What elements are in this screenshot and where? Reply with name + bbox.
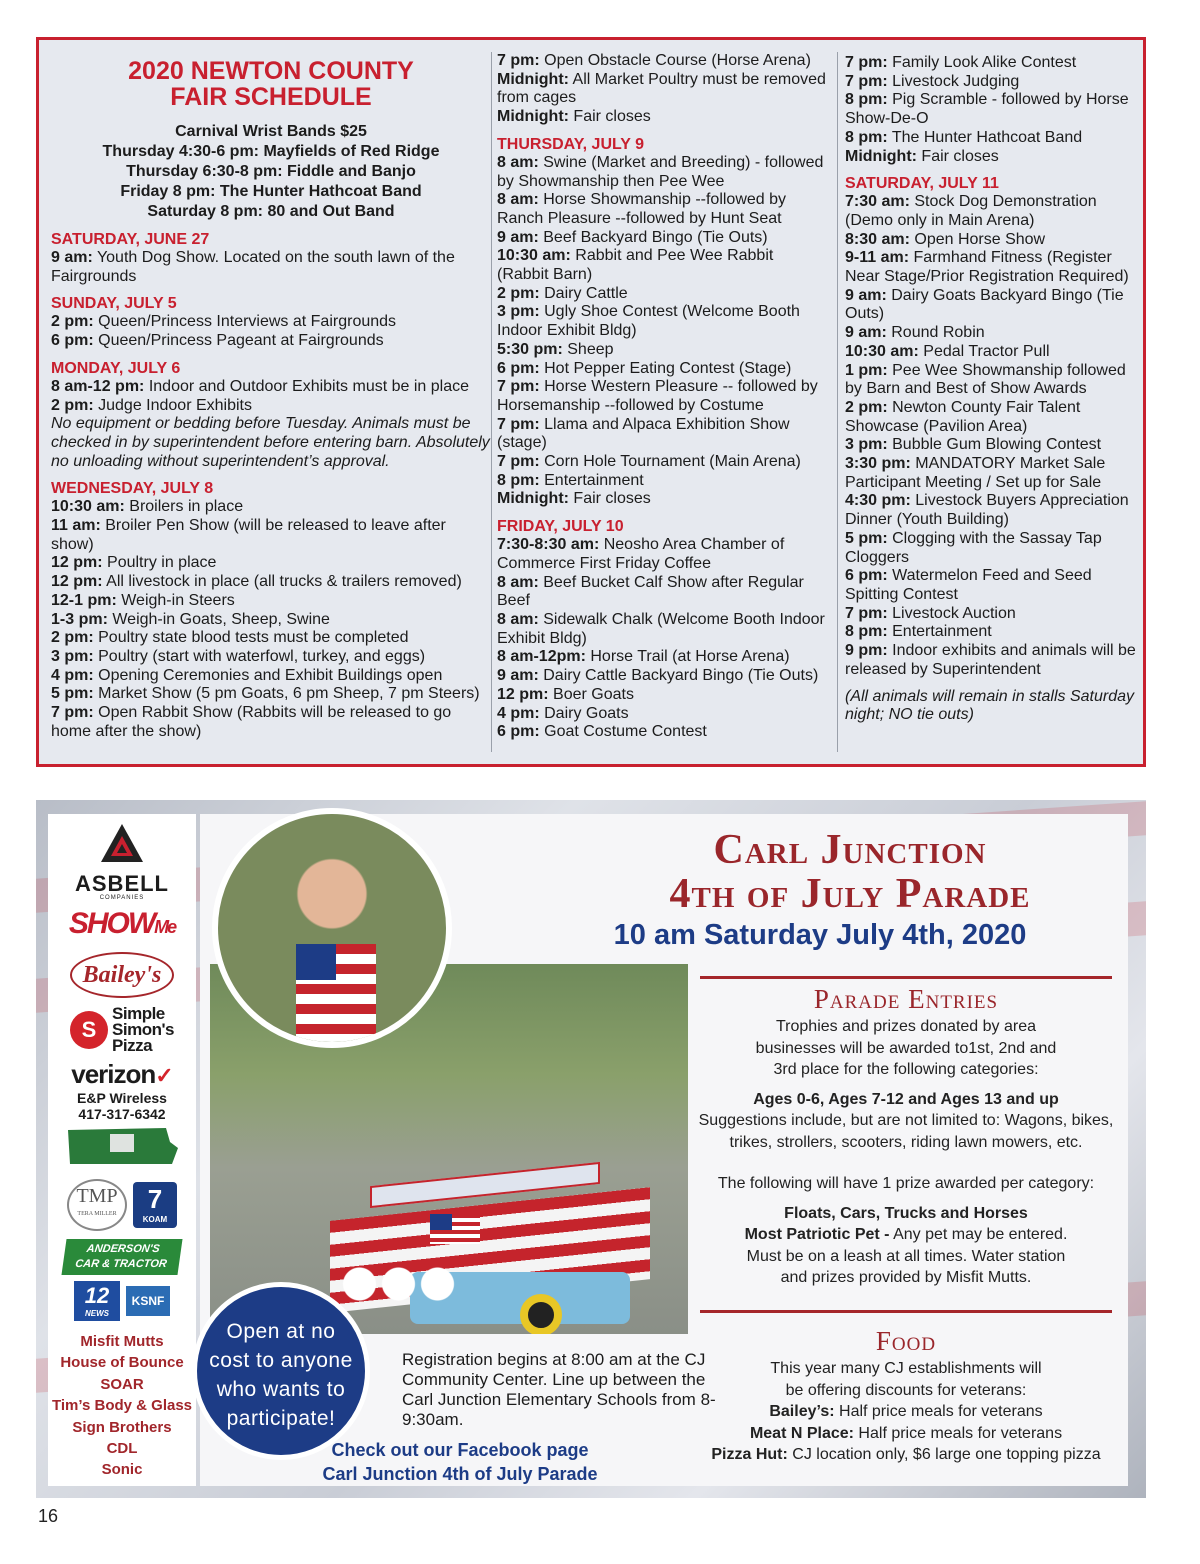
- andersons-logo-line: ANDERSON'S: [85, 1243, 161, 1255]
- entry-time: Midnight:: [497, 490, 569, 508]
- entry-text: Youth Dog Show. Located on the south lawn of the Fairgrounds: [51, 249, 455, 285]
- schedule-entry: [845, 343, 1145, 362]
- andersons-car-tractor-logo: [61, 1239, 182, 1275]
- entry-time: 1 pm:: [845, 361, 888, 379]
- entry-time: 8 pm:: [845, 623, 888, 641]
- entry-text: Watermelon Feed and Seed Spitting Contest: [845, 567, 1092, 603]
- entry-time: 3:30 pm:: [845, 455, 911, 473]
- entry-text: Livestock Judging: [887, 72, 1020, 90]
- ep-wireless-phone: 417-317-6342: [78, 1106, 166, 1122]
- schedule-entry: [845, 436, 1145, 455]
- parade-entries-title: Parade Entries: [813, 984, 999, 1014]
- entry-time: 9 am:: [51, 249, 93, 266]
- entry-text: Horse Western Pleasure -- followed by Horsemanship --followed by Costume: [497, 378, 818, 414]
- pet-text: Any pet may be entered. Must be on a leash at all times. Water station and prizes provided by Misfit Mutts.: [746, 1226, 1068, 1286]
- entry-text: Weigh-in Steers: [116, 591, 235, 609]
- day-heading: WEDNESDAY, JULY 8: [51, 480, 214, 498]
- sponsor-name: SOAR: [100, 1375, 144, 1393]
- entry-text: Open Obstacle Course (Horse Arena): [539, 52, 811, 69]
- entry-time: 4 pm:: [51, 666, 94, 684]
- entry-time: Midnight:: [497, 70, 569, 88]
- entry-time: 5:30 pm:: [497, 340, 563, 358]
- schedule-entry: [845, 249, 1145, 286]
- verizon-logo: [48, 1060, 196, 1090]
- page-number: 16: [38, 1506, 59, 1526]
- schedule-note: No equipment or bedding before Tuesday. Animals must be checked in by superintendent before entering barn. Absolutely no unloading without superintendent’s approval.: [51, 415, 490, 470]
- baileys-logo: Bailey's: [70, 952, 174, 998]
- schedule-entry: [51, 573, 491, 592]
- entry-time: 8 am:: [497, 153, 539, 171]
- entry-text: Hot Pepper Eating Contest (Stage): [539, 359, 792, 377]
- parade-title-line: Carl Junction: [713, 827, 987, 873]
- schedule-entry: [845, 231, 1145, 250]
- wheel-shape: [520, 1294, 562, 1334]
- final-note: (All animals will remain in stalls Saturday night; NO tie outs): [845, 687, 1134, 724]
- single-prize-note: The following will have 1 prize awarded per category:: [717, 1175, 1095, 1192]
- simple-simons-badge-icon: S: [70, 1011, 108, 1049]
- parade-entries-text: [696, 1016, 1116, 1289]
- fair-schedule-box: [36, 37, 1146, 767]
- entry-text: Ugly Shoe Contest (Welcome Booth Indoor Exhibit Bldg): [497, 303, 800, 340]
- entry-text: Pig Scramble - followed by Horse Show-De-O: [845, 91, 1129, 128]
- day-heading: SUNDAY, JULY 5: [51, 295, 177, 313]
- entry-time: 6 pm:: [51, 332, 94, 350]
- food-title: Food: [875, 1326, 937, 1356]
- entry-text: Corn Hole Tournament (Main Arena): [539, 453, 801, 471]
- tmp-logo-subtext: TERA MILLER: [77, 1211, 117, 1217]
- entry-text: Poultry in place: [102, 554, 217, 572]
- tmp-logo-text: TMP: [76, 1185, 118, 1207]
- entry-time: Midnight:: [497, 108, 569, 126]
- day-heading: SATURDAY, JULY 11: [845, 175, 999, 193]
- schedule-entry: [845, 91, 1145, 128]
- entry-text: Sheep: [562, 340, 614, 358]
- news-logo-text: NEWS: [85, 1309, 109, 1318]
- schedule-column-1: [51, 58, 491, 741]
- entry-time: 8 pm:: [845, 128, 888, 146]
- entry-text: The Hunter Hathcoat Band: [887, 128, 1083, 146]
- entry-text: Entertainment: [887, 623, 992, 641]
- entry-time: 8 am:: [497, 191, 539, 209]
- entry-text: Open Rabbit Show (Rabbits will be released to go home after the show): [51, 704, 452, 740]
- schedule-entry: [845, 492, 1145, 529]
- schedule-entry: [51, 667, 491, 686]
- entry-time: 7 pm:: [497, 378, 540, 396]
- entry-time: 9 am:: [845, 324, 887, 342]
- schedule-entry: [497, 667, 829, 686]
- schedule-entry: [845, 605, 1145, 624]
- show-me-logo-suffix: Me: [154, 917, 176, 937]
- schedule-entry: [845, 324, 1145, 343]
- open-badge-line: participate!: [226, 1407, 336, 1430]
- schedule-entry: [497, 453, 829, 472]
- open-badge-line: cost to anyone: [209, 1349, 353, 1372]
- food-text: [696, 1358, 1116, 1466]
- section-rule: [700, 1310, 1112, 1313]
- flag-shirt-shape: [296, 944, 376, 1048]
- asbell-logo-text: ASBELL: [75, 871, 169, 896]
- simple-simons-logo-text: [112, 1006, 174, 1054]
- entry-time: 2 pm:: [51, 629, 94, 647]
- koam-logo-number: 7: [147, 1184, 163, 1214]
- koam-logo-text: KOAM: [142, 1215, 168, 1224]
- entry-time: 9-11 am:: [845, 249, 910, 267]
- schedule-entry: [845, 530, 1145, 567]
- entry-text: Rabbit and Pee Wee Rabbit (Rabbit Barn): [497, 247, 774, 284]
- food-offer: Half price meals for veterans: [853, 1424, 1063, 1442]
- schedule-entry: [497, 490, 829, 509]
- schedule-entry: [845, 567, 1145, 604]
- simon-text-line: Simple: [112, 1004, 165, 1023]
- entry-time: 1-3 pm:: [51, 610, 108, 628]
- entry-time: 9 am:: [845, 286, 887, 304]
- facebook-page-link[interactable]: [310, 1438, 610, 1486]
- schedule-entry: [51, 397, 491, 416]
- schedule-entry: [497, 108, 829, 127]
- show-me-logo: [48, 907, 196, 944]
- entries-intro: Trophies and prizes donated by area businesses will be awarded to1st, 2nd and 3rd place for the following categories:: [755, 1018, 1057, 1078]
- food-place: Pizza Hut:: [711, 1446, 788, 1463]
- sponsor-logo-row: [48, 1179, 196, 1231]
- schedule-entry: [845, 54, 1145, 73]
- entry-text: Pee Wee Showmanship followed by Barn and Best of Show Awards: [845, 361, 1126, 398]
- entry-time: 9 pm:: [845, 642, 888, 660]
- entry-time: 10:30 am:: [845, 342, 919, 360]
- schedule-entry: [845, 73, 1145, 92]
- entry-text: Broilers in place: [124, 498, 244, 516]
- parade-title: [580, 828, 1120, 916]
- entry-time: 8:30 am:: [845, 230, 910, 248]
- food-discount-item: [696, 1444, 1116, 1466]
- entry-text: Queen/Princess Pageant at Fairgrounds: [93, 332, 384, 350]
- schedule-title: [51, 58, 491, 110]
- schedule-entry: [497, 416, 829, 453]
- schedule-highlights: [51, 122, 491, 222]
- parade-date: 10 am Saturday July 4th, 2020: [613, 919, 1027, 951]
- schedule-entry: [845, 287, 1145, 324]
- entry-time: 8 pm:: [497, 471, 540, 489]
- entry-text: Fair closes: [568, 108, 651, 126]
- schedule-entry: [497, 360, 829, 379]
- entry-time: 6 pm:: [845, 567, 888, 585]
- asbell-logo-icon: [99, 822, 145, 868]
- koam-logo: [133, 1182, 177, 1228]
- food-offer: Half price meals for veterans: [834, 1403, 1043, 1420]
- schedule-entry: [497, 247, 829, 284]
- entry-time: 4:30 pm:: [845, 492, 911, 510]
- asbell-logo-subtext: COMPANIES: [99, 895, 145, 901]
- schedule-entry: [497, 303, 829, 340]
- schedule-entry: [51, 592, 491, 611]
- entry-text: Newton County Fair Talent Showcase (Pavilion Area): [845, 398, 1081, 435]
- entry-time: 2 pm:: [497, 284, 540, 302]
- entry-text: Family Look Alike Contest: [887, 54, 1077, 71]
- sponsor-name: Misfit Mutts: [80, 1333, 164, 1350]
- entry-text: Horse Showmanship --followed by Ranch Pleasure --followed by Hunt Seat: [497, 191, 787, 227]
- entry-text: Dairy Cattle: [539, 284, 628, 302]
- schedule-entry: [51, 611, 491, 630]
- food-intro: This year many CJ establishments will be offering discounts for veterans:: [770, 1360, 1042, 1399]
- schedule-entry: [51, 704, 491, 741]
- entry-time: 7 pm:: [497, 52, 540, 69]
- floats-category: Floats, Cars, Trucks and Horses: [784, 1204, 1028, 1222]
- day-heading: FRIDAY, JULY 10: [497, 518, 624, 536]
- schedule-entry: [497, 191, 829, 228]
- entry-time: 5 pm:: [51, 685, 94, 703]
- schedule-entry: [497, 574, 829, 611]
- food-discount-item: [696, 1401, 1116, 1423]
- schedule-entry: [497, 686, 829, 705]
- entry-text: Queen/Princess Interviews at Fairgrounds: [93, 313, 397, 331]
- simon-text-line: Pizza: [112, 1036, 153, 1055]
- ep-wireless-name: E&P Wireless: [77, 1090, 167, 1106]
- entry-text: Farmhand Fitness (Register Near Stage/Prior Registration Required): [845, 249, 1129, 286]
- section-rule: [700, 976, 1112, 979]
- boy-portrait-photo: [212, 808, 452, 1048]
- sponsor-name: Sonic: [101, 1461, 143, 1479]
- registration-info: Registration begins at 8:00 am at the CJ Community Center. Line up between the Carl Junction Elementary Schools from 8-9:30am.: [402, 1350, 716, 1429]
- schedule-entry: [51, 648, 491, 667]
- entry-text: Indoor and Outdoor Exhibits must be in place: [144, 377, 470, 395]
- entry-time: 7:30-8:30 am:: [497, 536, 600, 554]
- entry-time: 9 am:: [497, 667, 539, 685]
- entry-time: 12-1 pm:: [51, 591, 117, 609]
- entry-time: 7 pm:: [845, 604, 888, 622]
- entry-time: 6 pm:: [497, 359, 540, 377]
- entry-time: 4 pm:: [497, 704, 540, 722]
- schedule-highlight-line: Thursday 4:30-6 pm: Mayfields of Red Ridge: [102, 143, 440, 160]
- column-divider: [837, 52, 838, 752]
- entry-text: Sidewalk Chalk (Welcome Booth Indoor Exhibit Bldg): [497, 610, 825, 647]
- entry-text: Judge Indoor Exhibits: [93, 396, 252, 414]
- schedule-entry: [51, 313, 491, 332]
- entry-text: Round Robin: [886, 324, 985, 342]
- schedule-column-3-body: [845, 54, 1145, 680]
- schedule-entry: [845, 455, 1145, 492]
- entry-time: 6 pm:: [497, 723, 540, 741]
- entry-time: 3 pm:: [51, 647, 94, 665]
- show-me-logo-text: SHOW: [68, 907, 155, 940]
- schedule-entry: [845, 623, 1145, 642]
- food-discount-list: [696, 1401, 1116, 1466]
- sponsor-name: CDL: [106, 1440, 138, 1458]
- schedule-highlight-line: Carnival Wrist Bands $25: [175, 123, 367, 140]
- state-map-icon: [62, 1124, 182, 1168]
- entry-text: Dairy Goats Backyard Bingo (Tie Outs): [845, 286, 1124, 323]
- day-heading: THURSDAY, JULY 9: [497, 135, 645, 153]
- patriotic-pet-category: [696, 1224, 1116, 1289]
- column-divider: [491, 52, 492, 752]
- schedule-entry: [497, 341, 829, 360]
- day-heading: MONDAY, JULY 6: [51, 359, 181, 377]
- entry-text: Bubble Gum Blowing Contest: [887, 436, 1102, 454]
- parade-ad: [36, 800, 1146, 1498]
- entry-time: 10:30 am:: [51, 498, 125, 516]
- schedule-entry: [845, 642, 1145, 679]
- entry-text: Beef Bucket Calf Show after Regular Beef: [497, 573, 804, 610]
- tmp-photography-logo: [67, 1179, 127, 1231]
- entry-time: 5 pm:: [845, 529, 888, 547]
- entry-text: Llama and Alpaca Exhibition Show (stage): [497, 415, 790, 452]
- entry-time: 12 pm:: [51, 554, 103, 572]
- entry-time: 8 am:: [497, 610, 539, 628]
- balloons-shape: [340, 1264, 470, 1304]
- schedule-entry: [51, 554, 491, 573]
- entry-text: Horse Trail (at Horse Arena): [585, 648, 790, 666]
- entry-text: All livestock in place (all trucks & trailers removed): [102, 573, 462, 591]
- entry-text: Fair closes: [916, 147, 999, 165]
- entry-time: 7 pm:: [845, 54, 888, 71]
- entry-text: Poultry state blood tests must be completed: [93, 629, 409, 647]
- schedule-entry: [51, 332, 491, 351]
- schedule-title-line: 2020 NEWTON COUNTY: [128, 57, 414, 85]
- entry-text: Opening Ceremonies and Exhibit Buildings open: [93, 666, 443, 684]
- open-badge-line: Open at no: [226, 1320, 336, 1343]
- schedule-entry: [51, 378, 491, 397]
- checkmark-icon: ✓: [155, 1063, 173, 1088]
- sponsor-name: Sign Brothers: [72, 1418, 172, 1436]
- entry-text: Pedal Tractor Pull: [918, 342, 1050, 360]
- entry-text: Livestock Buyers Appreciation Dinner (Youth Building): [845, 492, 1129, 529]
- schedule-column-3: [845, 54, 1145, 725]
- entry-text: Boer Goats: [548, 685, 634, 703]
- schedule-entry: [845, 129, 1145, 148]
- verizon-logo-text: verizon: [71, 1059, 156, 1089]
- entry-text: Broiler Pen Show (will be released to leave after show): [51, 517, 446, 553]
- entry-text: Clogging with the Sassay Tap Cloggers: [845, 529, 1102, 566]
- sponsor-name: House of Bounce: [60, 1354, 184, 1372]
- entry-text: Dairy Goats: [539, 704, 629, 722]
- entry-text: Stock Dog Demonstration (Demo only in Main Arena): [845, 193, 1097, 229]
- age-groups: Ages 0-6, Ages 7-12 and Ages 13 and up: [753, 1090, 1059, 1108]
- schedule-entry: [845, 399, 1145, 436]
- entry-text: Poultry (start with waterfowl, turkey, and eggs): [93, 647, 426, 665]
- entry-text: Entertainment: [539, 471, 644, 489]
- schedule-highlight-line: Thursday 6:30-8 pm: Fiddle and Banjo: [126, 163, 416, 180]
- entry-time: 7 pm:: [497, 453, 540, 471]
- entry-text: Livestock Auction: [887, 604, 1016, 622]
- parade-title-line: 4th of July Parade: [669, 871, 1031, 917]
- schedule-column-2-body: [497, 52, 829, 742]
- entry-time: 8 am-12pm:: [497, 648, 586, 666]
- food-place: Bailey’s:: [769, 1403, 835, 1420]
- entry-time: 12 pm:: [497, 685, 549, 703]
- schedule-column-1-body: [51, 230, 491, 741]
- food-discount-item: [696, 1423, 1116, 1445]
- schedule-entry: [497, 154, 829, 191]
- schedule-entry: [497, 536, 829, 573]
- entry-time: 12 pm:: [51, 573, 103, 591]
- open-to-all-badge: [192, 1282, 370, 1460]
- entry-time: 7:30 am:: [845, 193, 910, 211]
- schedule-entry: [845, 148, 1145, 167]
- entry-time: 8 pm:: [845, 91, 888, 109]
- entry-time: 11 am:: [51, 517, 101, 535]
- entry-text: All Market Poultry must be removed from cages: [497, 70, 826, 107]
- open-badge-line: who wants to: [216, 1378, 346, 1401]
- entry-text: Dairy Cattle Backyard Bingo (Tie Outs): [538, 667, 819, 685]
- american-flag-icon: [430, 1214, 480, 1244]
- entry-time: 3 pm:: [497, 303, 540, 321]
- schedule-highlight-line: Saturday 8 pm: 80 and Out Band: [147, 203, 395, 220]
- simon-text-line: Simon's: [112, 1020, 174, 1039]
- schedule-entry: [845, 362, 1145, 399]
- day-heading: SATURDAY, JUNE 27: [51, 231, 210, 248]
- schedule-entry: [497, 611, 829, 648]
- schedule-entry: [497, 285, 829, 304]
- suggestions: Suggestions include, but are not limited to: Wagons, bikes, trikes, strollers, scooters, riding lawn mowers, etc.: [698, 1112, 1114, 1151]
- entry-text: Market Show (5 pm Goats, 6 pm Sheep, 7 pm Steers): [93, 685, 480, 703]
- food-place: Meat N Place:: [749, 1424, 854, 1442]
- schedule-entry: [497, 71, 829, 108]
- entry-time: 7 pm:: [497, 415, 540, 433]
- entry-time: 2 pm:: [845, 398, 888, 416]
- sponsor-logo-row: [48, 1281, 196, 1321]
- schedule-entry: [497, 705, 829, 724]
- schedule-entry: [51, 249, 491, 286]
- entry-time: 2 pm:: [51, 313, 94, 331]
- sponsor-name-list: [48, 1331, 196, 1481]
- schedule-title-line: FAIR SCHEDULE: [170, 83, 372, 111]
- schedule-entry: [497, 472, 829, 491]
- simple-simons-logo: [48, 1006, 196, 1054]
- facebook-line: Carl Junction 4th of July Parade: [322, 1464, 598, 1484]
- schedule-entry: [51, 498, 491, 517]
- schedule-entry: [497, 52, 829, 71]
- entry-text: Beef Backyard Bingo (Tie Outs): [538, 228, 768, 246]
- entry-time: 10:30 am:: [497, 247, 571, 265]
- sponsor-name: Tim’s Body & Glass: [51, 1397, 193, 1415]
- entry-text: Neosho Area Chamber of Commerce First Friday Coffee: [497, 536, 785, 572]
- entry-text: Weigh-in Goats, Sheep, Swine: [107, 610, 330, 628]
- entry-time: 7 pm:: [51, 704, 94, 722]
- entry-time: 8 am-12 pm:: [51, 377, 145, 395]
- entry-text: Swine (Market and Breeding) - followed by Showmanship then Pee Wee: [497, 153, 824, 190]
- parade-main-card: [200, 814, 1128, 1486]
- andersons-logo-line: CAR & TRACTOR: [74, 1258, 168, 1270]
- facebook-line: Check out our Facebook page: [331, 1440, 589, 1460]
- schedule-column-2: [497, 52, 829, 742]
- entry-text: Goat Costume Contest: [539, 723, 707, 741]
- food-offer: CJ location only, $6 large one topping pizza: [787, 1446, 1101, 1463]
- entry-time: 9 am:: [497, 228, 539, 246]
- entry-time: 8 am:: [497, 573, 539, 591]
- ksnf-logo: KSNF: [126, 1286, 170, 1316]
- schedule-entry: [497, 723, 829, 742]
- entry-time: 2 pm:: [51, 396, 94, 414]
- schedule-entry: [51, 517, 491, 554]
- schedule-entry: [51, 685, 491, 704]
- entry-text: MANDATORY Market Sale Participant Meeting / Set up for Sale: [845, 455, 1106, 491]
- schedule-entry: [497, 229, 829, 248]
- schedule-entry: [51, 629, 491, 648]
- entry-text: Fair closes: [568, 490, 651, 508]
- entry-text: Open Horse Show: [909, 230, 1046, 248]
- schedule-entry: [845, 193, 1145, 230]
- schedule-entry: [497, 648, 829, 667]
- entry-text: Indoor exhibits and animals will be released by Superintendent: [845, 642, 1136, 678]
- news-logo-number: 12: [84, 1283, 110, 1308]
- sponsor-column: [48, 814, 196, 1486]
- pet-label: Most Patriotic Pet -: [744, 1226, 890, 1243]
- entry-time: 7 pm:: [845, 72, 888, 90]
- news-12-logo: [74, 1281, 120, 1321]
- entry-time: Midnight:: [845, 147, 917, 165]
- schedule-highlight-line: Friday 8 pm: The Hunter Hathcoat Band: [120, 183, 422, 200]
- schedule-entry: [497, 378, 829, 415]
- entry-time: 3 pm:: [845, 436, 888, 454]
